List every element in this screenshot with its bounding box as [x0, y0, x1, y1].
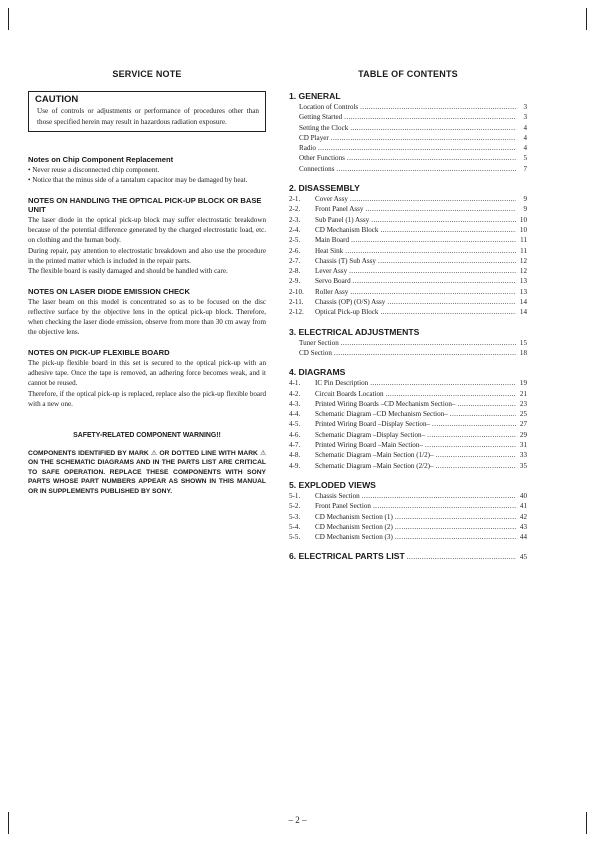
toc-dot-leader	[350, 287, 516, 297]
toc-dot-leader	[380, 225, 516, 235]
toc-entry-number: 2-10.	[289, 287, 304, 296]
toc-entry-label: CD Mechanism Section (3)	[315, 533, 393, 542]
toc-entry[interactable]	[289, 461, 527, 471]
toc-spacer	[289, 174, 527, 183]
toc-entry[interactable]	[289, 123, 527, 133]
toc-entry-label: Lever Assy	[315, 267, 348, 276]
toc-entry[interactable]	[289, 164, 527, 174]
toc-entry-page: 15	[519, 338, 527, 347]
toc-entry-label: Getting Started	[299, 113, 343, 122]
caution-title: CAUTION	[35, 94, 79, 105]
toc-entry[interactable]	[289, 235, 527, 245]
toc-entry-page: 41	[519, 502, 527, 511]
toc-entry[interactable]	[289, 307, 527, 317]
toc-dot-leader	[432, 419, 516, 429]
chip-note-item: • Notice that the minus side of a tantalum capacitor may be damaged by heat.	[28, 175, 248, 184]
toc-entry[interactable]	[289, 491, 527, 501]
toc-entry-label: Connections	[299, 164, 335, 173]
safety-warning-text: COMPONENTS IDENTIFIED BY MARK ⚠ OR DOTTED LINE WITH MARK ⚠ ON THE SCHEMATIC DIAGRAMS AND IN THE PARTS LIST ARE CRITICAL TO SAFE OPERATION. REPLACE THESE COMPONENTS WITH SONY PARTS WHOSE PART NUMBERS APPEAR AS SHOWN IN THIS MANUAL OR IN SUPPLEMENTS PUBLISHED BY SONY.	[28, 449, 266, 495]
toc-entry-number: 2-1.	[289, 195, 301, 204]
toc-entry-page: 18	[519, 348, 527, 357]
toc-dot-leader	[360, 102, 516, 112]
toc-entry[interactable]	[289, 348, 527, 358]
flex-board-heading: NOTES ON PICK-UP FLEXIBLE BOARD	[28, 348, 170, 358]
toc-entry-label: Printed Wiring Boards –CD Mechanism Section–	[315, 399, 456, 408]
toc-dot-leader	[345, 246, 516, 256]
toc-entry-number: 5-5.	[289, 533, 301, 542]
toc-entry-page: 13	[519, 277, 527, 286]
toc-dot-leader	[387, 297, 516, 307]
toc-dot-leader	[351, 235, 516, 245]
toc-entry[interactable]	[289, 276, 527, 286]
toc-entry-number: 5-2.	[289, 502, 301, 511]
toc-dot-leader	[395, 532, 516, 542]
toc-entry-page: 43	[519, 522, 527, 531]
toc-entry-label: Other Functions	[299, 154, 345, 163]
toc-entry-number: 2-9.	[289, 277, 301, 286]
pickup-handling-paragraph: The flexible board is easily damaged and should be handled with care.	[28, 266, 228, 275]
toc-dot-leader	[457, 399, 516, 409]
toc-entry-label: Schematic Diagram –Main Section (2/2)–	[315, 461, 434, 470]
toc-entry[interactable]	[289, 378, 527, 388]
toc-section-title: 3. ELECTRICAL ADJUSTMENTS	[289, 326, 420, 337]
toc-entry-page: 40	[519, 491, 527, 500]
toc-entry-label: Radio	[299, 144, 316, 153]
toc-entry[interactable]	[289, 102, 527, 112]
toc-entry-page: 31	[519, 441, 527, 450]
toc-entry[interactable]	[289, 501, 527, 511]
toc-entry-number: 2-7.	[289, 256, 301, 265]
flex-board-paragraph: The pick-up flexible board in this set is secured to the optical pick-up with an adhesive tape. Once the tape is removed, an adhering force becomes weak, and it cannot be reused.	[28, 358, 266, 388]
toc-entry-number: 4-1.	[289, 379, 301, 388]
toc-entry-page: 14	[519, 308, 527, 317]
toc-dot-leader	[370, 378, 516, 388]
toc-dot-leader	[380, 307, 516, 317]
toc-dot-leader	[436, 450, 516, 460]
toc-entry-label: CD Mechanism Section (2)	[315, 522, 393, 531]
toc-entry-page: 12	[519, 267, 527, 276]
toc-entry-page: 4	[523, 133, 527, 142]
toc-entry[interactable]	[289, 194, 527, 204]
toc-section-title: 4. DIAGRAMS	[289, 367, 346, 378]
toc-entry-label: Chassis Section	[315, 491, 360, 500]
toc-entry-label: Tuner Section	[299, 338, 339, 347]
toc-dot-leader	[336, 164, 516, 174]
toc-entry-number: 2-12.	[289, 308, 304, 317]
toc-entry-page: 27	[519, 420, 527, 429]
toc-entry-page: 42	[519, 512, 527, 521]
toc-entry[interactable]	[289, 266, 527, 276]
toc-entry-label: Cover Assy	[315, 195, 348, 204]
toc-entry-number: 4-4.	[289, 410, 301, 419]
toc-entry-page: 14	[519, 298, 527, 307]
toc-dot-leader	[378, 256, 516, 266]
toc-dot-leader	[436, 461, 516, 471]
toc-spacer	[289, 318, 527, 327]
toc-entry-label: Printed Wiring Board –Display Section–	[315, 420, 431, 429]
toc-entry-number: 5-3.	[289, 512, 301, 521]
toc-entry-number: 2-5.	[289, 236, 301, 245]
safety-warning-title: SAFETY-RELATED COMPONENT WARNING!!	[73, 431, 221, 439]
toc-dot-leader	[386, 389, 516, 399]
toc-entry-label: Printed Wiring Board –Main Section–	[315, 441, 423, 450]
toc-entry-label: Schematic Diagram –Display Section–	[315, 430, 426, 439]
toc-entry[interactable]	[289, 246, 527, 256]
table-of-contents	[289, 69, 527, 563]
toc-spacer	[289, 471, 527, 480]
toc-dot-leader	[350, 123, 516, 133]
toc-entry-label: Front Panel Assy	[315, 205, 364, 214]
toc-entry-number: 5-4.	[289, 522, 301, 531]
toc-entry-number: 2-8.	[289, 267, 301, 276]
toc-entry[interactable]	[289, 297, 527, 307]
toc-entry-page: 19	[519, 379, 527, 388]
toc-section-title: 5. EXPLODED VIEWS	[289, 479, 376, 490]
toc-entry-number: 4-9.	[289, 461, 301, 470]
toc-entry-number: 2-2.	[289, 205, 301, 214]
toc-entry-label: Schematic Diagram –Main Section (1/2)–	[315, 451, 434, 460]
toc-entry[interactable]	[289, 532, 527, 542]
caution-text: Use of controls or adjustments or performance of procedures other than those specified herein may result in hazardous radiation exposure.	[37, 107, 259, 126]
page-number: – 2 –	[288, 815, 307, 825]
toc-entry[interactable]	[289, 143, 527, 153]
toc-entry[interactable]	[289, 430, 527, 440]
toc-dot-leader	[373, 501, 516, 511]
toc-entry-page: 10	[519, 225, 527, 234]
toc-entry[interactable]	[289, 133, 527, 143]
toc-entry[interactable]	[289, 215, 527, 225]
toc-entry-label: CD Mechanism Section (1)	[315, 512, 393, 521]
toc-entry-number: 2-4.	[289, 225, 301, 234]
toc-dot-leader	[371, 215, 516, 225]
flex-board-paragraph: Therefore, if the optical pick-up is replaced, replace also the pick-up flexible board with a new one.	[28, 389, 266, 408]
toc-entry-label: CD Player	[299, 133, 329, 142]
toc-section-title: 2. DISASSEMBLY	[289, 183, 360, 194]
toc-dot-leader	[395, 522, 516, 532]
toc-entry[interactable]	[289, 225, 527, 235]
toc-entry-page: 29	[519, 430, 527, 439]
toc-entry[interactable]	[289, 338, 527, 348]
toc-entry-label: CD Mechanism Block	[315, 225, 379, 234]
toc-entry-page: 44	[519, 533, 527, 542]
toc-dot-leader	[318, 143, 516, 153]
toc-entry[interactable]	[289, 287, 527, 297]
toc-entry[interactable]	[289, 409, 527, 419]
toc-entry-number: 2-11.	[289, 298, 304, 307]
toc-entry-page: 45	[519, 553, 527, 562]
toc-body	[289, 91, 527, 563]
toc-entry-number: 4-5.	[289, 420, 301, 429]
toc-entry-label: Roller Assy	[315, 287, 349, 296]
toc-entry-number: 2-3.	[289, 215, 301, 224]
toc-entry[interactable]	[289, 419, 527, 429]
toc-entry-page: 33	[519, 451, 527, 460]
toc-entry-page: 9	[523, 205, 527, 214]
toc-entry[interactable]	[289, 112, 527, 122]
toc-dot-leader	[334, 348, 516, 358]
toc-entry-label: Main Board	[315, 236, 350, 245]
toc-dot-leader	[365, 204, 516, 214]
toc-entry[interactable]	[289, 256, 527, 266]
toc-entry-page: 10	[519, 215, 527, 224]
toc-section-title: 6. ELECTRICAL PARTS LIST	[289, 551, 405, 562]
toc-dot-leader	[450, 409, 516, 419]
toc-dot-leader	[362, 491, 516, 501]
toc-dot-leader	[344, 112, 516, 122]
service-note-title: SERVICE NOTE	[112, 69, 182, 79]
toc-dot-leader	[407, 552, 516, 562]
toc-entry-label: CD Section	[299, 348, 332, 357]
caution-box	[28, 91, 266, 132]
toc-spacer	[289, 358, 527, 367]
toc-entry-page: 23	[519, 399, 527, 408]
toc-entry-label: Setting the Clock	[299, 123, 349, 132]
toc-dot-leader	[425, 440, 516, 450]
toc-title: TABLE OF CONTENTS	[358, 69, 458, 79]
toc-final-entry[interactable]	[289, 551, 527, 562]
service-note-column	[28, 69, 266, 496]
toc-entry-page: 9	[523, 195, 527, 204]
toc-entry-number: 4-3.	[289, 399, 301, 408]
toc-entry[interactable]	[289, 204, 527, 214]
toc-entry-page: 3	[523, 113, 527, 122]
toc-dot-leader	[427, 430, 516, 440]
toc-entry-page: 12	[519, 256, 527, 265]
toc-entry-page: 3	[523, 103, 527, 111]
toc-entry-page: 35	[519, 461, 527, 470]
toc-entry-page: 7	[523, 164, 527, 173]
toc-entry-page: 4	[523, 144, 527, 153]
toc-entry-number: 4-2.	[289, 389, 301, 398]
toc-entry-page: 11	[520, 236, 527, 245]
toc-entry-page: 5	[523, 154, 527, 163]
toc-entry-label: Location of Controls	[299, 103, 359, 111]
toc-dot-leader	[331, 133, 516, 143]
toc-entry-number: 2-6.	[289, 246, 301, 255]
toc-entry-page: 21	[519, 389, 527, 398]
toc-entry-number: 5-1.	[289, 491, 301, 500]
pickup-handling-paragraph: During repair, pay attention to electrostatic breakdown and also use the procedure in the printed matter which is included in the repair parts.	[28, 246, 266, 265]
crop-mark	[8, 8, 9, 30]
pickup-handling-paragraph: The laser diode in the optical pick-up block may suffer electrostatic breakdown because of the potential difference generated by the charged electrostatic load, etc. on clothing and the human body.	[28, 215, 266, 245]
chip-note-item: • Never reuse a disconnected chip component.	[28, 165, 160, 174]
laser-check-text: The laser beam on this model is concentrated so as to be focused on the disc reflective surface by the objective lens in the optical pick-up block. Therefore, when checking the laser diode emission, observe from more than 30 cm away from the objective lens.	[28, 297, 266, 337]
toc-entry-label: Servo Board	[315, 277, 351, 286]
toc-entry-label: Heat Sink	[315, 246, 344, 255]
toc-entry-page: 13	[519, 287, 527, 296]
toc-entry-label: Chassis (T) Sub Assy	[315, 256, 376, 265]
toc-entry-label: Front Panel Section	[315, 502, 371, 511]
toc-entry-page: 25	[519, 410, 527, 419]
toc-dot-leader	[347, 153, 516, 163]
toc-dot-leader	[341, 338, 516, 348]
toc-entry[interactable]	[289, 153, 527, 163]
toc-entry[interactable]	[289, 389, 527, 399]
toc-entry-label: Schematic Diagram –CD Mechanism Section–	[315, 410, 448, 419]
toc-entry[interactable]	[289, 440, 527, 450]
toc-dot-leader	[349, 266, 516, 276]
toc-entry-page: 4	[523, 123, 527, 132]
toc-entry-label: Chassis (OP) (O/S) Assy	[315, 298, 386, 307]
toc-dot-leader	[350, 194, 516, 204]
toc-entry-number: 4-6.	[289, 430, 301, 439]
toc-section-title: 1. GENERAL	[289, 91, 341, 101]
toc-entry-label: IC Pin Description	[315, 379, 369, 388]
toc-entry[interactable]	[289, 512, 527, 522]
toc-entry[interactable]	[289, 522, 527, 532]
toc-entry-number: 4-8.	[289, 451, 301, 460]
toc-spacer	[289, 542, 527, 551]
toc-entry-label: Optical Pick-up Block	[315, 308, 379, 317]
pickup-handling-heading: NOTES ON HANDLING THE OPTICAL PICK-UP BLOCK OR BASE UNIT	[28, 195, 262, 215]
toc-entry-label: Circuit Boards Location	[315, 389, 384, 398]
toc-entry-page: 11	[520, 246, 527, 255]
laser-check-heading: NOTES ON LASER DIODE EMISSION CHECK	[28, 287, 191, 297]
toc-entry[interactable]	[289, 399, 527, 409]
chip-notes-heading: Notes on Chip Component Replacement	[28, 155, 174, 164]
toc-dot-leader	[353, 276, 516, 286]
toc-dot-leader	[395, 512, 516, 522]
toc-entry-number: 4-7.	[289, 441, 301, 450]
crop-mark	[586, 8, 587, 30]
toc-entry[interactable]	[289, 450, 527, 460]
toc-entry-label: Sub Panel (1) Assy	[315, 215, 370, 224]
